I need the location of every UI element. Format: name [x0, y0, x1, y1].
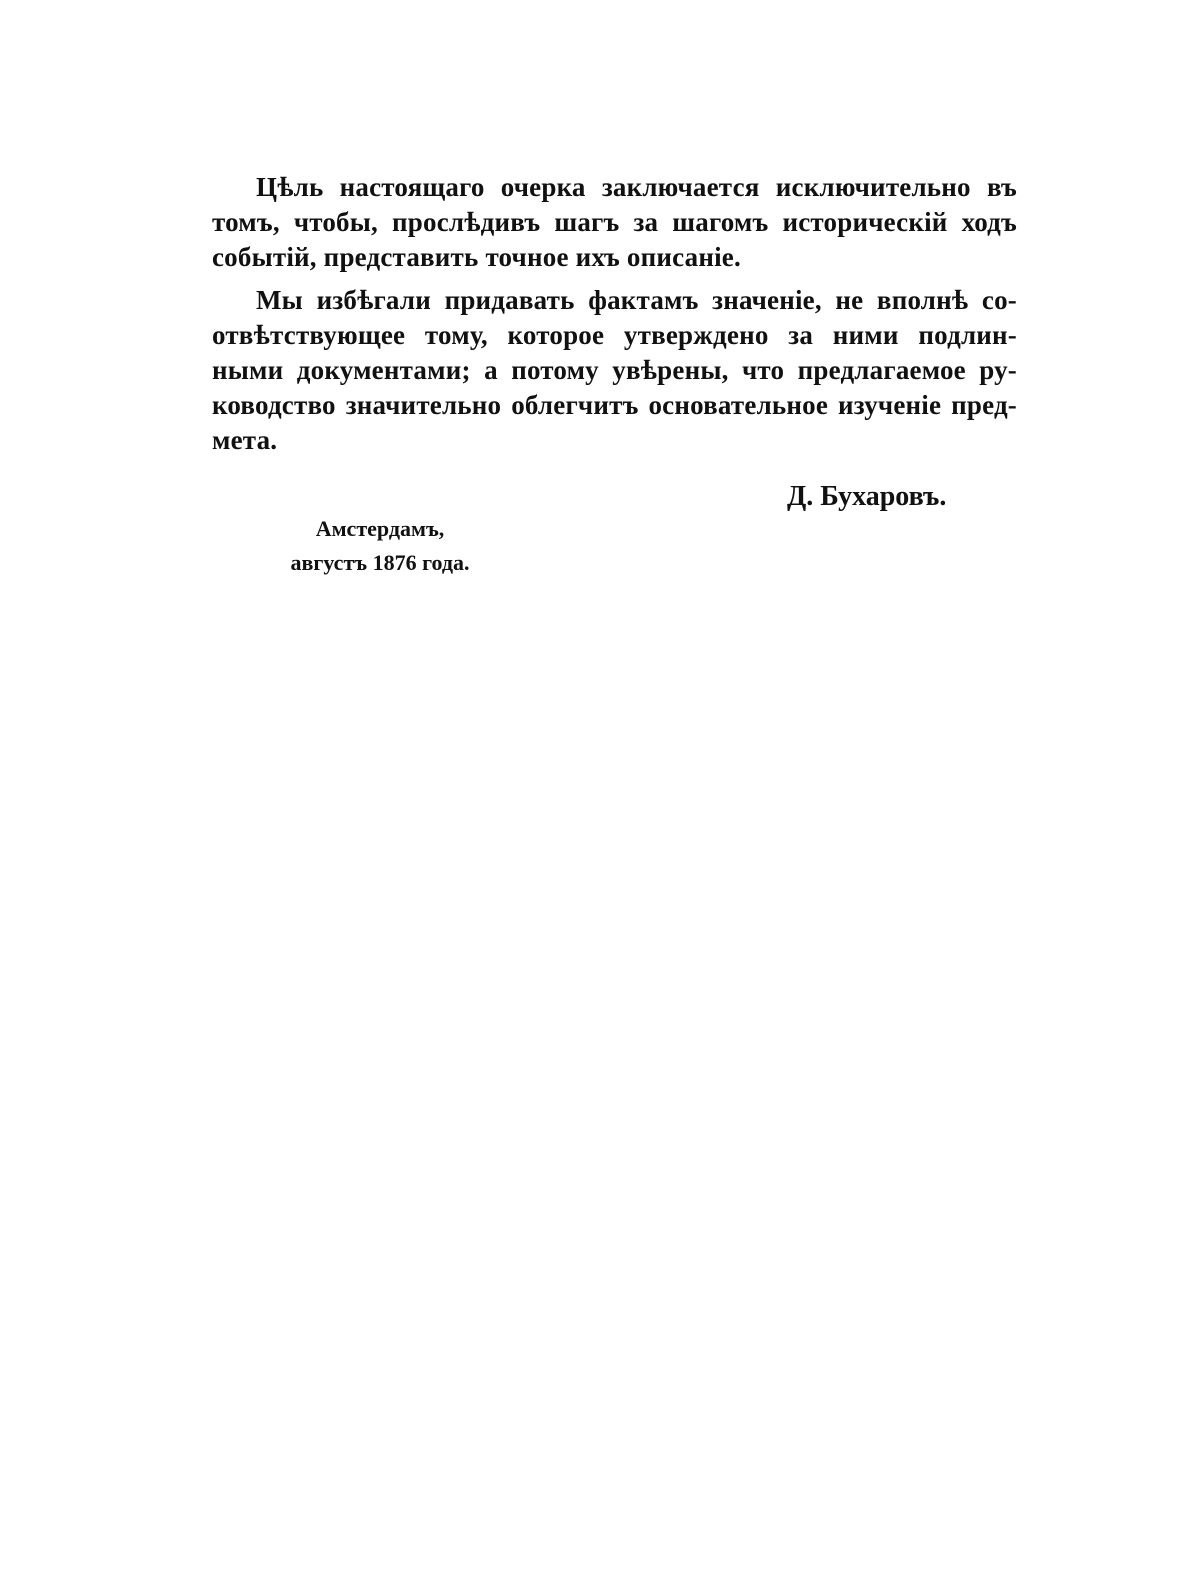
text-line: ководство значительно облегчитъ основательное изученіе пред-: [212, 390, 1017, 420]
paragraph-2: [212, 283, 1017, 458]
text-line: мета.: [212, 425, 278, 455]
place: Амстердамъ,: [315, 516, 445, 541]
paragraph-1: [212, 170, 1017, 275]
date: августъ 1876 года.: [290, 550, 470, 575]
preface-text: [212, 170, 1017, 466]
text-line: Цѣль настоящаго очерка заключается исключительно въ: [256, 172, 1017, 202]
text-line: томъ, чтобы, прослѣдивъ шагъ за шагомъ историческій ходъ: [212, 207, 1017, 237]
text-line: ными документами; а потому увѣрены, что предлагаемое ру-: [212, 355, 1017, 385]
place-and-date: [280, 512, 480, 580]
text-line: отвѣтствующее тому, которое утверждено за ними подлин-: [212, 320, 1017, 350]
author-signature: Д. Бухаровъ.: [787, 481, 947, 512]
text-line: событій, представить точное ихъ описаніе.: [212, 242, 741, 272]
text-line: Мы избѣгали придавать фактамъ значеніе, не вполнѣ со-: [256, 285, 1017, 315]
